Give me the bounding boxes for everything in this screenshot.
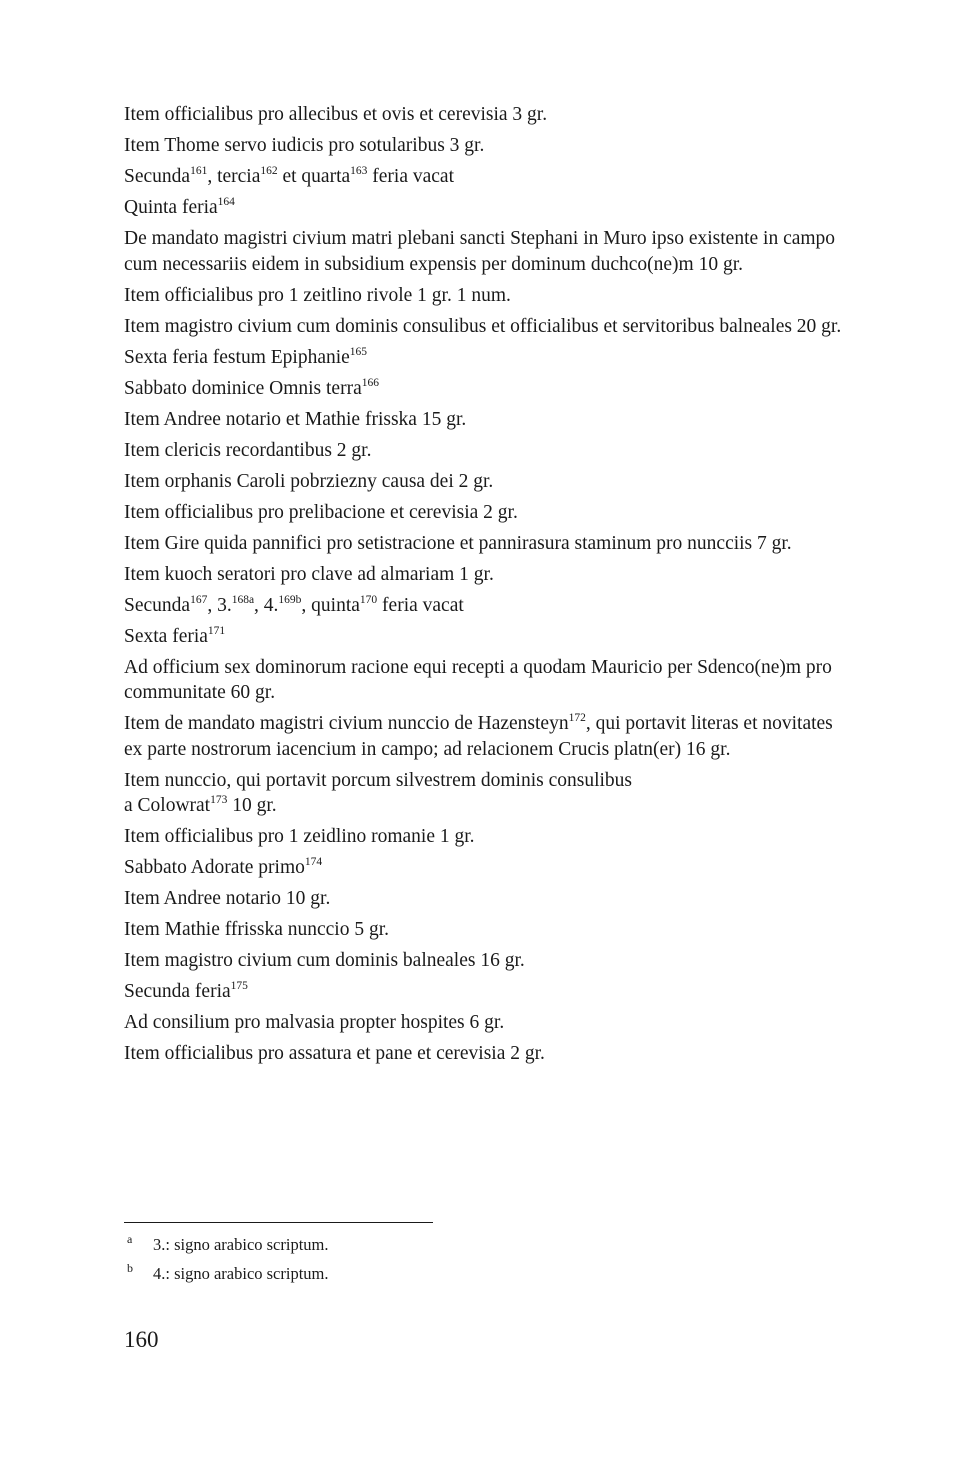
entry-text: Secunda — [124, 594, 191, 616]
entry-text: Item officialibus pro 1 zeitlino rivole 1 gr. 1 num. — [124, 284, 511, 306]
footnote-reference: 167 — [190, 593, 208, 606]
entry-text: Item Thome servo iudicis pro sotularibus 3 gr. — [124, 135, 485, 156]
footnote-reference: 166 — [361, 376, 379, 389]
footnote-reference: 161 — [190, 165, 208, 177]
entry-text: Item magistro civium cum dominis balneales 16 gr. — [124, 950, 525, 971]
footnote-text: 4.: signo arabico scriptum. — [153, 1264, 329, 1283]
entry-text: Item officialibus pro assatura et pane et cerevisia 2 gr. — [124, 1043, 545, 1064]
footnote-reference: 169b — [278, 593, 302, 606]
footnote-reference: 173 — [210, 794, 228, 806]
entry-text: Item Mathie ffrisska nunccio 5 gr. — [124, 919, 389, 940]
entry-text: Item clericis recordantibus 2 gr. — [124, 439, 372, 461]
entry-text: Item orphanis Caroli pobrziezny causa dei 2 gr. — [124, 470, 494, 492]
entry-line — [124, 1041, 844, 1067]
entry-text: Sexta feria — [124, 625, 208, 647]
entry-text: Ad consilium pro malvasia propter hospites 6 gr. — [124, 1012, 505, 1033]
entry-line — [124, 133, 844, 159]
entry-line — [124, 593, 844, 619]
entry-text: feria vacat — [367, 166, 455, 187]
entry-line — [124, 886, 844, 912]
entry-line — [124, 824, 844, 850]
entry-line — [124, 917, 844, 943]
footnote-b — [124, 1261, 844, 1284]
entry-text: Item kuoch seratori pro clave ad almariam 1 gr. — [124, 563, 494, 585]
entry-text: Secunda — [124, 166, 191, 187]
entry-text: , quinta — [301, 594, 360, 616]
entry-line — [124, 562, 844, 588]
footnote-reference: 175 — [230, 980, 248, 992]
entry-line — [124, 1010, 844, 1036]
entry-text: Sabbato dominice Omnis terra — [124, 377, 362, 399]
entry-text: Sexta feria festum Epiphanie — [124, 346, 350, 368]
entry-text: Item Andree notario 10 gr. — [124, 888, 331, 909]
footnote-reference: 165 — [349, 345, 368, 358]
entry-line — [124, 768, 844, 819]
entry-line — [124, 438, 844, 464]
entry-text: Secunda feria — [124, 981, 231, 1002]
entry-text: a Colowrat — [124, 795, 211, 816]
entry-line — [124, 500, 844, 526]
entry-line — [124, 314, 844, 340]
entry-line — [124, 948, 844, 974]
entry-text: Item officialibus pro allecibus et ovis et cerevisia 3 gr. — [124, 104, 548, 125]
footnote-mark: a — [127, 1232, 133, 1246]
entry-line — [124, 195, 844, 221]
footnote-reference: 174 — [304, 856, 323, 868]
entry-line — [124, 164, 844, 190]
entry-line — [124, 531, 844, 557]
footnote-reference: 170 — [359, 593, 378, 606]
entry-text: Item Gire quida pannifici pro setistracione et pannirasura staminum pro nuncciis 7 gr. — [124, 532, 792, 554]
entry-line — [124, 407, 844, 433]
footnote-text: 3.: signo arabico scriptum. — [153, 1235, 329, 1254]
entry-line — [124, 711, 844, 762]
footnotes — [124, 1222, 844, 1293]
entry-line — [124, 469, 844, 495]
entry-line — [124, 655, 844, 706]
footnote-reference: 168a — [231, 593, 255, 606]
entry-text: Item officialibus pro prelibacione et cerevisia 2 gr. — [124, 501, 518, 523]
entry-text: Item de mandato magistri civium nunccio de Hazensteyn — [124, 713, 569, 734]
footnote-reference: 164 — [217, 196, 235, 208]
footnote-reference: 172 — [568, 712, 586, 724]
main-text — [124, 102, 844, 1072]
entry-text: Sabbato Adorate primo — [124, 857, 305, 878]
entry-text: Item magistro civium cum dominis consulibus et officialibus et servitoribus balneales 20 gr. — [124, 315, 842, 337]
entry-text: , 3. — [207, 594, 232, 616]
footnote-reference: 162 — [260, 165, 278, 177]
entry-text: De mandato magistri civium matri plebani sancti Stephani in Muro ipso existente in campo cum necessariis eidem in subsidium expensis per dominum duchco(ne)m 10 gr. — [124, 228, 836, 275]
entry-line — [124, 283, 844, 309]
entry-text: , 4. — [254, 594, 279, 616]
footnote-rule — [124, 1222, 433, 1223]
entry-line — [124, 376, 844, 402]
entry-text: Quinta feria — [124, 197, 218, 218]
entry-text: Item nunccio, qui portavit porcum silvestrem dominis consulibus — [124, 769, 633, 791]
entry-line — [124, 855, 844, 881]
entry-text: feria vacat — [377, 594, 464, 616]
entry-line — [124, 624, 844, 650]
entry-text: Ad officium sex dominorum racione equi recepti a quodam Mauricio per Sdenco(ne)m pro communitate 60 gr. — [124, 656, 832, 703]
entry-text: , qui portavit literas et novitates ex parte nostrorum iacencium in campo; ad relacionem Crucis platn(er) 16 gr. — [124, 713, 833, 760]
entry-text: 10 gr. — [227, 795, 277, 816]
footnote-a — [124, 1232, 844, 1255]
entry-text: Item officialibus pro 1 zeidlino romanie 1 gr. — [124, 826, 475, 847]
entry-line — [124, 345, 844, 371]
page-number: 160 — [124, 1327, 159, 1352]
entry-text: et quarta — [277, 166, 351, 187]
entry-text: , tercia — [207, 166, 261, 187]
entry-line — [124, 102, 844, 128]
entry-line — [124, 979, 844, 1005]
footnote-reference: 163 — [350, 165, 368, 177]
entry-text: Item Andree notario et Mathie frisska 15 gr. — [124, 408, 467, 430]
entry-line — [124, 226, 844, 277]
footnote-mark: b — [127, 1261, 133, 1275]
footnote-reference: 171 — [207, 624, 226, 637]
